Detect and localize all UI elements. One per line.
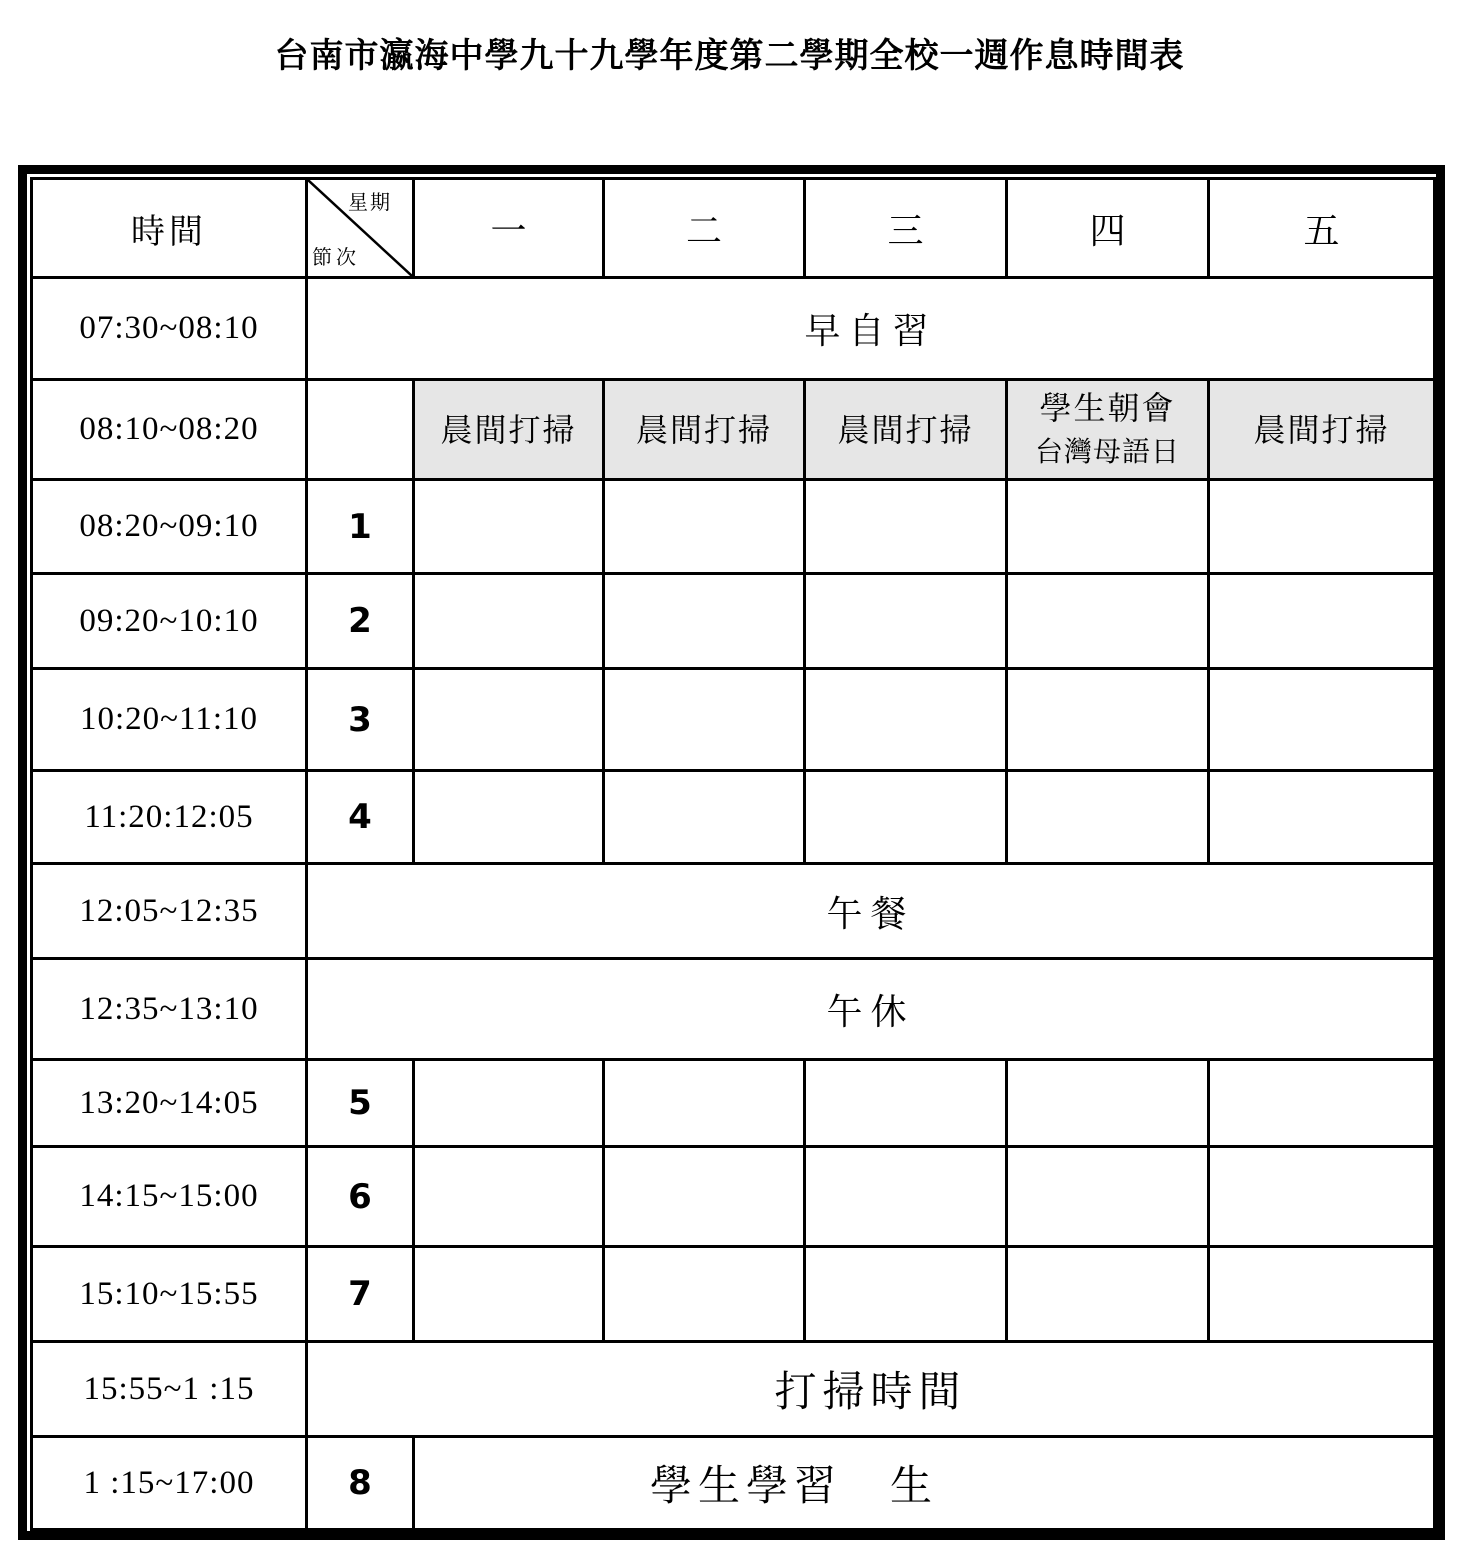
period-cell: 8 — [307, 1437, 414, 1530]
time-cell: 09:20~10:10 — [32, 574, 307, 669]
nap-cell: 午休 — [307, 959, 1435, 1060]
class-cell — [1007, 669, 1209, 771]
time-cell: 12:05~12:35 — [32, 864, 307, 959]
class-cell — [805, 1147, 1007, 1247]
activity-label: 學生朝會 — [1039, 388, 1176, 427]
student-learning-cell: 學生學習 生 — [414, 1437, 1435, 1530]
table-row — [32, 1342, 1435, 1437]
activity-label: 晨間打掃 — [1253, 410, 1390, 449]
time-cell: 12:35~13:10 — [32, 959, 307, 1060]
class-cell — [805, 1060, 1007, 1147]
period-cell — [307, 380, 414, 480]
time-cell: 07:30~08:10 — [32, 278, 307, 380]
period-cell: 4 — [307, 771, 414, 864]
table-row — [32, 1437, 1435, 1530]
class-cell — [805, 480, 1007, 574]
activity-cell — [604, 380, 805, 480]
table-row — [32, 480, 1435, 574]
class-cell — [604, 1247, 805, 1342]
class-cell — [805, 771, 1007, 864]
time-cell: 08:20~09:10 — [32, 480, 307, 574]
timetable — [30, 177, 1436, 1531]
class-cell — [805, 574, 1007, 669]
time-cell: 14:15~15:00 — [32, 1147, 307, 1247]
header-weekday-label: 星期 — [348, 190, 392, 214]
table-row — [32, 380, 1435, 480]
table-row — [32, 574, 1435, 669]
activity-label: 晨間打掃 — [635, 410, 772, 449]
activity-label: 晨間打掃 — [837, 410, 974, 449]
table-row — [32, 864, 1435, 959]
class-cell — [1007, 574, 1209, 669]
header-day-thu: 四 — [1007, 179, 1209, 278]
header-period-label: 節次 — [312, 245, 360, 269]
time-cell: 11:20:12:05 — [32, 771, 307, 864]
page-title: 台南市瀛海中學九十九學年度第二學期全校一週作息時間表 — [274, 36, 1185, 76]
header-row — [32, 179, 1435, 278]
table-row — [32, 669, 1435, 771]
time-cell: 15:55~1 :15 — [32, 1342, 307, 1437]
time-cell: 10:20~11:10 — [32, 669, 307, 771]
period-cell: 1 — [307, 480, 414, 574]
table-row — [32, 959, 1435, 1060]
time-cell: 1 :15~17:00 — [32, 1437, 307, 1530]
table-row — [32, 1147, 1435, 1247]
class-cell — [1209, 1247, 1435, 1342]
class-cell — [414, 669, 604, 771]
class-cell — [604, 771, 805, 864]
table-row — [32, 278, 1435, 380]
table-row — [32, 771, 1435, 864]
period-cell: 5 — [307, 1060, 414, 1147]
class-cell — [805, 1247, 1007, 1342]
header-diagonal-cell — [307, 179, 414, 278]
header-day-mon: 一 — [414, 179, 604, 278]
time-cell: 13:20~14:05 — [32, 1060, 307, 1147]
class-cell — [1007, 771, 1209, 864]
lunch-cell: 午餐 — [307, 864, 1435, 959]
time-cell: 08:10~08:20 — [32, 380, 307, 480]
class-cell — [414, 1060, 604, 1147]
class-cell — [604, 669, 805, 771]
class-cell — [414, 771, 604, 864]
activity-cell — [1007, 380, 1209, 480]
class-cell — [414, 1247, 604, 1342]
period-cell: 3 — [307, 669, 414, 771]
header-time: 時間 — [32, 179, 307, 278]
activity-cell — [805, 380, 1007, 480]
period-cell: 2 — [307, 574, 414, 669]
class-cell — [604, 1060, 805, 1147]
class-cell — [604, 1147, 805, 1247]
class-cell — [1007, 1247, 1209, 1342]
activity-cell — [1209, 380, 1435, 480]
class-cell — [1209, 1060, 1435, 1147]
period-cell: 7 — [307, 1247, 414, 1342]
class-cell — [805, 669, 1007, 771]
period-cell: 6 — [307, 1147, 414, 1247]
table-row — [32, 1247, 1435, 1342]
class-cell — [414, 1147, 604, 1247]
header-day-wed: 三 — [805, 179, 1007, 278]
activity-label: 晨間打掃 — [440, 410, 577, 449]
table-row — [32, 1060, 1435, 1147]
class-cell — [1209, 771, 1435, 864]
class-cell — [604, 574, 805, 669]
class-cell — [414, 480, 604, 574]
class-cell — [604, 480, 805, 574]
class-cell — [414, 574, 604, 669]
cleaning-time-cell: 打掃時間 — [307, 1342, 1435, 1437]
header-day-fri: 五 — [1209, 179, 1435, 278]
class-cell — [1209, 669, 1435, 771]
morning-study-cell: 早自習 — [307, 278, 1435, 380]
class-cell — [1007, 480, 1209, 574]
class-cell — [1209, 480, 1435, 574]
header-day-tue: 二 — [604, 179, 805, 278]
activity-sublabel: 台灣母語日 — [1034, 434, 1180, 468]
class-cell — [1007, 1147, 1209, 1247]
activity-cell — [414, 380, 604, 480]
time-cell: 15:10~15:55 — [32, 1247, 307, 1342]
class-cell — [1209, 1147, 1435, 1247]
class-cell — [1209, 574, 1435, 669]
class-cell — [1007, 1060, 1209, 1147]
